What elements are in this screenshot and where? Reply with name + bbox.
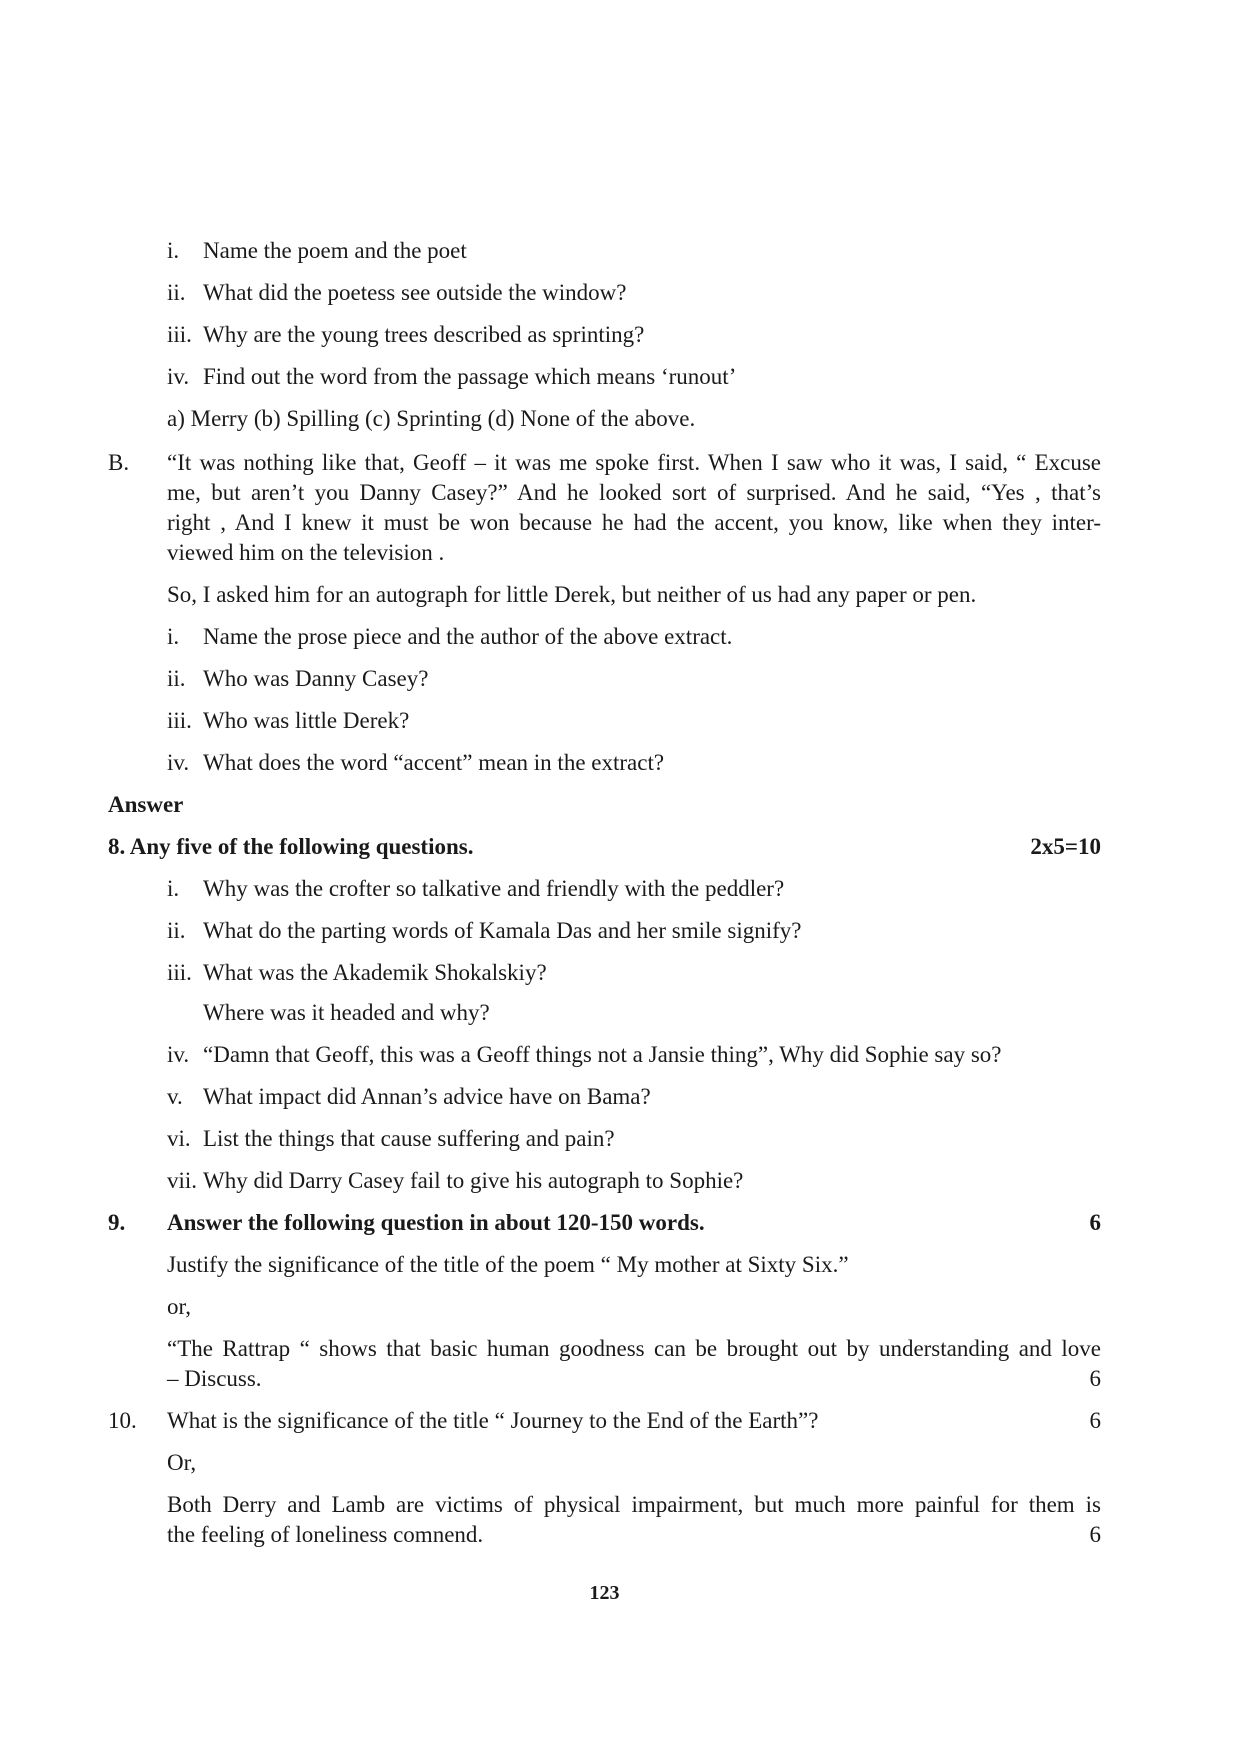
marks: 6 [1089,1408,1101,1433]
question-number: ii. [167,666,186,691]
question-number: iii. [167,708,192,733]
question-number: iv. [167,750,190,775]
marks: 2x5=10 [1030,834,1101,859]
question-text: What do the parting words of Kamala Das and her smile signify? [203,918,802,943]
marks: 6 [1089,1366,1101,1391]
question-number: vi. [167,1126,191,1151]
question-text: Both Derry and Lamb are victims of physical impairment, but much more painful for them is [167,1492,1101,1517]
question-number: i. [167,624,180,649]
question-number: i. [167,238,180,263]
question-text: What did the poetess see outside the window? [203,280,627,305]
or-separator: or, [167,1294,191,1319]
question-text: Who was little Derek? [203,708,410,733]
question-number: 9. [108,1210,126,1235]
marks: 6 [1089,1210,1101,1235]
answer-options: a) Merry (b) Spilling (c) Sprinting (d) None of the above. [167,406,696,431]
question-number: iv. [167,364,190,389]
marks: 6 [1089,1522,1101,1547]
passage-line: viewed him on the television . [167,540,445,565]
question-number: ii. [167,280,186,305]
passage-line: “It was nothing like that, Geoff – it was me spoke first. When I saw who it was, I said, “ Excuse [167,450,1101,475]
question-number: v. [167,1084,183,1109]
passage-paragraph: So, I asked him for an autograph for little Derek, but neither of us had any paper or pen. [167,582,977,607]
question-text: Why was the crofter so talkative and friendly with the peddler? [203,876,785,901]
question-number: iv. [167,1042,190,1067]
question-number: iii. [167,960,192,985]
question-text: the feeling of loneliness comnend. [167,1522,484,1547]
or-separator: Or, [167,1450,197,1475]
question-text: – Discuss. [167,1366,262,1391]
question-number: vii. [167,1168,198,1193]
question-text: List the things that cause suffering and pain? [203,1126,615,1151]
question-text: Name the prose piece and the author of the above extract. [203,624,733,649]
question-text: What does the word “accent” mean in the extract? [203,750,665,775]
question-text: Find out the word from the passage which means ‘runout’ [203,364,737,389]
question-text: Why did Darry Casey fail to give his autograph to Sophie? [203,1168,744,1193]
question-text: Why are the young trees described as sprinting? [203,322,645,347]
section-label: B. [108,450,130,475]
page-number: 123 [589,1582,620,1604]
passage-line: me, but aren’t you Danny Casey?” And he looked sort of surprised. And he said, “Yes , that’s [167,480,1101,505]
question-heading: Answer the following question in about 120-150 words. [167,1210,705,1235]
question-text: What was the Akademik Shokalskiy? [203,960,547,985]
question-text: What is the significance of the title “ Journey to the End of the Earth”? [167,1408,819,1433]
answer-heading: Answer [108,792,184,817]
question-text: Who was Danny Casey? [203,666,429,691]
question-number: ii. [167,918,186,943]
passage-line: right , And I knew it must be won because he had the accent, you know, like when they inter- [167,510,1101,535]
question-text: Justify the significance of the title of the poem “ My mother at Sixty Six.” [167,1252,849,1277]
question-text: “Damn that Geoff, this was a Geoff things not a Jansie thing”, Why did Sophie say so? [203,1042,1002,1067]
question-number: 10. [108,1408,137,1433]
question-text: What impact did Annan’s advice have on Bama? [203,1084,651,1109]
question-text: Name the poem and the poet [203,238,467,263]
question-text: “The Rattrap “ shows that basic human goodness can be brought out by understanding and love [167,1336,1101,1361]
question-number: iii. [167,322,192,347]
question-number: i. [167,876,180,901]
question-heading: 8. Any five of the following questions. [108,834,474,859]
question-text: Where was it headed and why? [203,1000,490,1025]
